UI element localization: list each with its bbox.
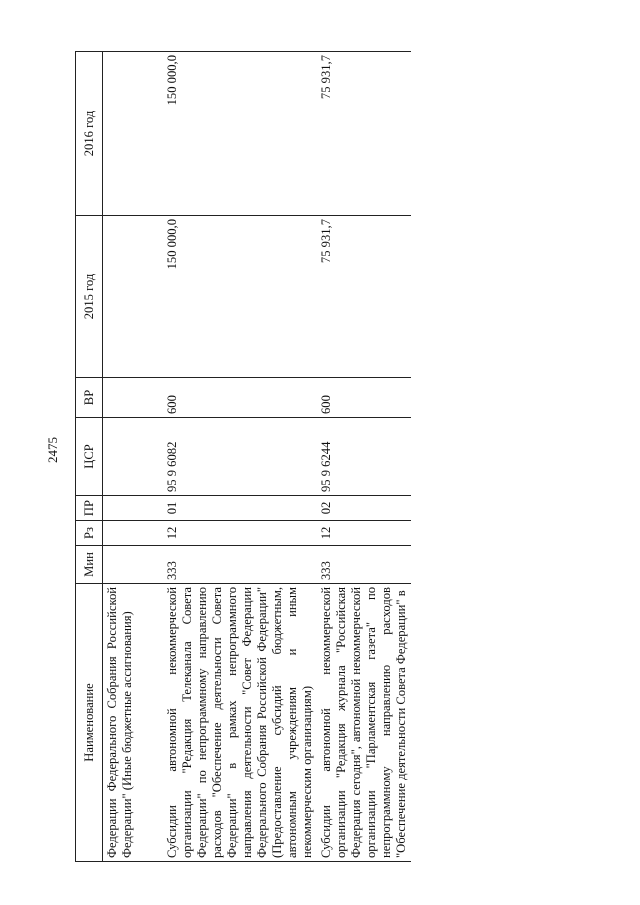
row-2015: 75 931,7 xyxy=(317,216,411,378)
header-pr: ПР xyxy=(76,496,103,521)
header-2015: 2015 год xyxy=(76,216,103,378)
row-min xyxy=(103,546,163,584)
header-rz: Рз xyxy=(76,521,103,546)
row-2016: 150 000,0 xyxy=(163,52,317,216)
row-min: 333 xyxy=(163,546,317,584)
row-2016: 75 931,7 xyxy=(317,52,411,216)
row-2015: 150 000,0 xyxy=(163,216,317,378)
row-vr: 600 xyxy=(163,378,317,418)
row-rz: 12 xyxy=(163,521,317,546)
budget-table xyxy=(75,51,411,862)
row-csr: 95 9 6082 xyxy=(163,418,317,496)
row-rz xyxy=(103,521,163,546)
header-vr: ВР xyxy=(76,378,103,418)
header-name: Наименование xyxy=(76,584,103,862)
row-vr xyxy=(103,378,163,418)
table-row xyxy=(163,52,317,862)
row-name: Субсидии автономной некоммерческой организации "Редакция Телеканала Совета Федерации" по непрограммному направлению расходов "Обеспечение деятельности Совета Федерации" в рамках непрограммного направления деятельности "Совет Федерации Федерального Собрания Российской Федерации" (Предоставление субсидий бюджетным, автономным учреждениям и иным некоммерческим организациям) xyxy=(163,584,317,862)
header-min: Мин xyxy=(76,546,103,584)
row-vr: 600 xyxy=(317,378,411,418)
row-rz: 12 xyxy=(317,521,411,546)
row-name: Субсидии автономной некоммерческой организации "Редакция журнала "Российская Федерация сегодня", автономной некоммерческой организации "Парламентская газета" по непрограммному направлению расходов "Обеспечение деятельности Совета Федерации" в xyxy=(317,584,411,862)
row-2015 xyxy=(103,216,163,378)
row-pr: 02 xyxy=(317,496,411,521)
row-csr: 95 9 6244 xyxy=(317,418,411,496)
row-pr: 01 xyxy=(163,496,317,521)
row-min: 333 xyxy=(317,546,411,584)
row-csr xyxy=(103,418,163,496)
table-header-row xyxy=(76,52,103,862)
budget-table-rotated xyxy=(75,52,615,862)
row-pr xyxy=(103,496,163,521)
row-2016 xyxy=(103,52,163,216)
table-row xyxy=(317,52,411,862)
row-name: Федерации Федерального Собрания Российской Федерации" (Иные бюджетные ассигнования) xyxy=(103,584,163,862)
table-row xyxy=(103,52,163,862)
header-2016: 2016 год xyxy=(76,52,103,216)
header-csr: ЦСР xyxy=(76,418,103,496)
